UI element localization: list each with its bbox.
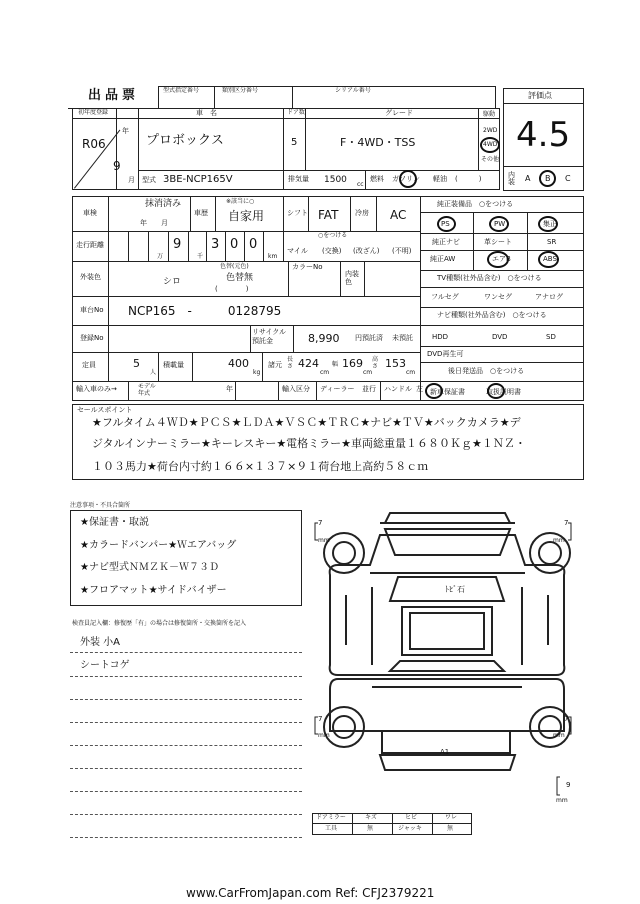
first-reg-month: 9: [113, 159, 121, 173]
tread-spare-unit: mm: [556, 797, 568, 804]
displacement-label: 排気量: [288, 175, 309, 183]
reg-number-label: 登録No: [80, 334, 104, 342]
delivery-manual-circle: [487, 383, 505, 399]
note-line-3: ★ナビ型式ＮＭＺＫ－Ｗ７３Ｄ: [80, 562, 219, 573]
doors-label: ドア数: [287, 109, 305, 116]
car-damage-diagram: [310, 495, 585, 825]
evaluation-score: 4.5: [516, 115, 571, 155]
capacity-unit: 人: [150, 369, 157, 376]
inspection-ym: 年 月: [140, 219, 168, 227]
drive-4wd-circle: [480, 137, 500, 153]
displacement-unit: cc: [357, 181, 364, 188]
mileage-digit-4: 0: [249, 237, 258, 252]
mileage-digit-2: 3: [211, 237, 220, 252]
legend-scratch-value: 無: [367, 825, 374, 832]
interior-label: 内装: [508, 171, 515, 186]
note-line-4: ★フロアマット★サイドバイザー: [80, 585, 227, 596]
equip-airbag: エアB: [492, 255, 511, 263]
delivery-header: 後日発送品 ○をつける: [448, 367, 525, 375]
height-value: 153: [385, 357, 406, 370]
equip-sr: SR: [547, 238, 557, 246]
ac-label: 冷房: [355, 209, 369, 217]
equip-ac: 集正: [543, 220, 557, 228]
note-line-2: ★カラードバンパー★Ｗエアバッグ: [80, 540, 237, 551]
import-type-label: 輸入区分: [282, 385, 310, 393]
mileage-man: 万: [157, 253, 164, 260]
drive-4wd: 4WD: [483, 141, 498, 148]
equip-ps-circle: [437, 216, 456, 232]
car-name-label: 車 名: [196, 109, 217, 117]
sales-point-line-1: ★フルタイム４ＷＤ★ＰＣＳ★ＬＤＡ★ＶＳＣ★ＴＲＣ★ナビ★ＴＶ★バックカメラ★デ: [92, 416, 521, 429]
use-label: 車歴: [194, 209, 208, 217]
mileage-sen: 千: [197, 253, 204, 260]
equipment-header: 純正装備品 ○をつける: [437, 200, 514, 208]
dvd-playback-label: DVD再生可: [427, 350, 464, 358]
recycle-value: 8,990: [308, 332, 340, 345]
tread-front-right: 7: [564, 519, 569, 527]
nav-header: ナビ種類(社外品含む) ○をつける: [437, 311, 547, 319]
grade-label: グレード: [385, 109, 413, 117]
equip-pw-circle: [489, 216, 509, 232]
dims-label: 諸元: [268, 361, 282, 369]
chassis-label: 車台No: [80, 306, 104, 314]
tv-header: TV種類(社外品含む) ○をつける: [437, 274, 542, 282]
equip-pw: PW: [494, 220, 506, 228]
tv-oneseg: ワンセグ: [484, 293, 512, 301]
doors-value: 5: [291, 137, 298, 148]
load-label: 積載量: [163, 361, 184, 369]
load-unit: kg: [253, 369, 261, 376]
legend-break-value: 無: [447, 825, 454, 832]
sales-points-label: セールスポイント: [77, 406, 133, 414]
ac-value: AC: [390, 208, 407, 222]
interior-grade-b: B: [545, 174, 551, 183]
length-label: 長さ: [287, 356, 294, 370]
mileage-unknown: (不明): [392, 247, 412, 255]
length-value: 424: [298, 357, 319, 370]
mileage-mile: マイル: [287, 247, 308, 255]
mileage-exchange: (交換): [322, 247, 342, 255]
drive-other: その他: [481, 156, 500, 163]
equip-nav: 純正ナビ: [432, 238, 460, 246]
interior-color-label: 内装色: [345, 270, 359, 286]
width-label: 幅: [332, 361, 339, 368]
equip-ac-circle: [538, 216, 558, 232]
width-value: 169: [342, 357, 363, 370]
fuel-gasoline-circle: [399, 170, 417, 188]
original-color-paren: ( ): [215, 285, 249, 293]
mileage-label: 走行距離: [76, 241, 104, 249]
mileage-digit-3: 0: [230, 237, 239, 252]
first-reg-label: 初年度登録: [78, 109, 109, 116]
rear-bumper-note: A1: [440, 748, 450, 756]
nav-sd: SD: [546, 333, 556, 341]
equip-aw: 純正AW: [430, 255, 456, 263]
width-unit: cm: [363, 369, 373, 376]
note-line-1: ★保証書・取説: [80, 517, 149, 528]
tv-fullseg: フルセグ: [431, 293, 459, 301]
month-unit: 月: [128, 176, 135, 184]
model-label: 型式: [142, 176, 156, 184]
nav-dvd: DVD: [492, 333, 508, 341]
inspector-line-2: シートコゲ: [80, 660, 130, 671]
legend-tools: 工具: [325, 825, 338, 832]
windshield-note: ﾄﾋﾞ石: [445, 585, 465, 594]
mileage-check-header: ○をつける: [318, 232, 348, 239]
recycle-unpaid: 未預託: [392, 334, 413, 342]
tread-rear-right: 7: [564, 715, 569, 723]
fuel-gasoline: ガソリン: [392, 175, 420, 183]
import-type-parallel: 並行: [362, 385, 376, 393]
mileage-digit-1: 9: [173, 237, 182, 252]
height-label: 高さ: [372, 356, 379, 370]
year-unit: 年: [122, 127, 129, 135]
inspection-value: 抹消済み: [145, 199, 182, 209]
import-type-dealer: ディーラー: [320, 385, 355, 393]
model-year-label: モデル年式: [138, 383, 156, 397]
model-year-unit: 年: [226, 385, 233, 393]
equip-leather: 革シート: [484, 238, 512, 246]
tread-spare: 9: [566, 781, 571, 789]
fuel-label: 燃料: [370, 175, 384, 183]
car-name: プロボックス: [146, 133, 224, 148]
mileage-tampered: (改ざん): [353, 247, 380, 255]
serial-number-label: シリアル番号: [335, 87, 371, 94]
equip-airbag-circle: [487, 251, 509, 268]
fuel-other: ( ): [455, 175, 482, 183]
chassis-value: NCP165 - 0128795: [128, 304, 282, 318]
legend-crack: ヒビ: [405, 814, 418, 821]
first-reg-year: R06: [82, 137, 106, 151]
equip-abs-circle: [538, 251, 559, 268]
fuel-diesel: 軽油: [433, 175, 447, 183]
height-unit: cm: [406, 369, 416, 376]
shift-value: FAT: [318, 208, 339, 222]
tv-analog: アナログ: [535, 293, 563, 301]
recycle-paid: 円預託済: [355, 334, 383, 342]
load-value: 400: [228, 357, 249, 370]
grade-value: F・4WD・TSS: [340, 136, 416, 149]
length-unit: cm: [320, 369, 330, 376]
original-color-value: 色替無: [226, 273, 254, 283]
delivery-manual: 取扱説明書: [486, 388, 521, 396]
category-number-label: 類別区分番号: [222, 87, 259, 94]
drive-2wd: 2WD: [483, 127, 498, 134]
type-designation-label: 型式指定番号: [163, 87, 200, 94]
legend-scratch: キズ: [365, 814, 377, 821]
notes-label: 注意事項・不具合箇所: [70, 502, 131, 509]
equip-abs: ABS: [543, 255, 557, 263]
displacement-value: 1500: [324, 175, 347, 185]
footer-ref: www.CarFromJapan.com Ref: CFJ2379221: [186, 886, 435, 900]
tread-front-left: 7: [318, 519, 323, 527]
tread-rear-right-unit: mm: [553, 732, 565, 739]
sales-point-line-3: １０３馬力★荷台内寸約１６６×１３７×９１荷台地上高約５８ｃｍ: [92, 460, 429, 473]
capacity-value: 5: [133, 357, 140, 370]
equip-ps: PS: [441, 220, 450, 228]
legend-break: ワレ: [445, 814, 458, 821]
score-label: 評価点: [528, 91, 552, 100]
shift-label: シフト: [287, 209, 308, 217]
handle-label: ハンドル: [384, 385, 412, 393]
tread-front-left-unit: mm: [318, 537, 330, 544]
inspector-line-1: 外装 小A: [80, 637, 121, 648]
tread-rear-left: 7: [318, 715, 323, 723]
original-color-label: 色替(元色): [220, 263, 249, 270]
import-only-label: 輸入車のみ→: [76, 385, 117, 393]
tread-front-right-unit: mm: [553, 537, 565, 544]
use-note: ※該当に○: [226, 198, 255, 205]
legend-mirror: ドアミラー: [316, 814, 346, 821]
handle-left: 左: [416, 385, 423, 393]
interior-grade-a: A: [525, 174, 531, 183]
drive-label: 駆動: [483, 111, 496, 118]
nav-hdd: HDD: [432, 333, 449, 341]
use-value: 自家用: [228, 209, 265, 223]
tread-rear-left-unit: mm: [318, 732, 330, 739]
model-value: 3BE-NCP165V: [163, 174, 233, 185]
page-title: 出品票: [88, 88, 140, 103]
delivery-warranty: 新車保証書: [430, 388, 465, 396]
selected-interior-circle: [539, 170, 556, 187]
exterior-color-value: シロ: [163, 277, 182, 287]
delivery-warranty-circle: [425, 383, 443, 399]
mileage-unit: km: [268, 253, 278, 260]
interior-grade-c: C: [565, 174, 571, 183]
recycle-label: リサイクル預託金: [252, 328, 287, 345]
capacity-label: 定員: [82, 361, 96, 369]
sales-point-line-2: ジタルインナーミラー★キーレスキー★電格ミラー★車両総重量１６８０Ｋｇ★１ＮＺ・: [92, 437, 526, 450]
color-code-label: カラーNo: [292, 263, 323, 271]
legend-jack: ジャッキ: [398, 825, 422, 832]
exterior-color-label: 外装色: [80, 273, 101, 281]
inspection-label: 車検: [83, 209, 97, 217]
inspector-label: 検査員記入欄：修復歴「有」の場合は修復箇所・交換箇所を記入: [72, 620, 247, 627]
